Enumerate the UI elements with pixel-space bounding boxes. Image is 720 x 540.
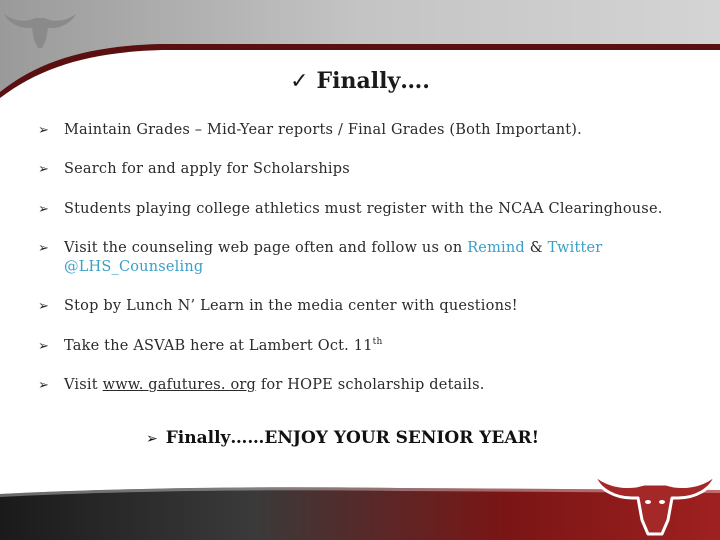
title-text: Finally…. [316, 68, 430, 94]
bullet-item [38, 376, 678, 395]
arrow-bullet-icon: ➢ [38, 241, 50, 256]
bullet-text: Search for and apply for Scholarships [64, 161, 350, 177]
arrow-bullet-icon: ➢ [146, 431, 158, 447]
bullet-list [38, 121, 678, 395]
longhorn-logo-icon [590, 462, 720, 540]
arrow-bullet-icon: ➢ [38, 299, 50, 314]
bullet-text: Take the ASVAB here at Lambert Oct. 11 [64, 338, 373, 354]
bullet-item [38, 337, 678, 356]
bullet-text: Students playing college athletics must register with the NCAA Clearinghouse. [64, 201, 663, 217]
bullet-text: Visit [64, 377, 103, 393]
slide-title [0, 68, 720, 94]
remind-link[interactable]: Remind [467, 240, 525, 256]
closing-line [146, 428, 539, 448]
bullet-item [38, 160, 678, 179]
bullet-text: Maintain Grades – Mid-Year reports / Final Grades (Both Important). [64, 122, 582, 138]
bullet-item [38, 121, 678, 140]
twitter-link[interactable]: Twitter [547, 240, 603, 256]
bullet-item [38, 239, 678, 277]
header-band [0, 0, 720, 120]
arrow-bullet-icon: ➢ [38, 378, 50, 393]
arrow-bullet-icon: ➢ [38, 162, 50, 177]
bullet-text: Visit the counseling web page often and follow us on [64, 240, 468, 256]
bullet-text: Stop by Lunch N’ Learn in the media center with questions! [64, 298, 518, 314]
bullet-item [38, 200, 678, 219]
bullet-text-tail: for HOPE scholarship details. [256, 377, 485, 393]
ampersand: & [524, 240, 548, 256]
twitter-handle-link[interactable]: @LHS_Counseling [64, 259, 204, 275]
ordinal-suffix: th [372, 337, 383, 347]
longhorn-icon [0, 6, 80, 56]
closing-text: Finally……ENJOY YOUR SENIOR YEAR! [165, 428, 540, 448]
bullet-item [38, 297, 678, 316]
arrow-bullet-icon: ➢ [38, 123, 50, 138]
header-background [0, 0, 720, 120]
arrow-bullet-icon: ➢ [38, 339, 50, 354]
checkmark-icon: ✓ [290, 69, 309, 94]
arrow-bullet-icon: ➢ [38, 202, 50, 217]
gafutures-link[interactable]: www. gafutures. org [102, 377, 257, 393]
